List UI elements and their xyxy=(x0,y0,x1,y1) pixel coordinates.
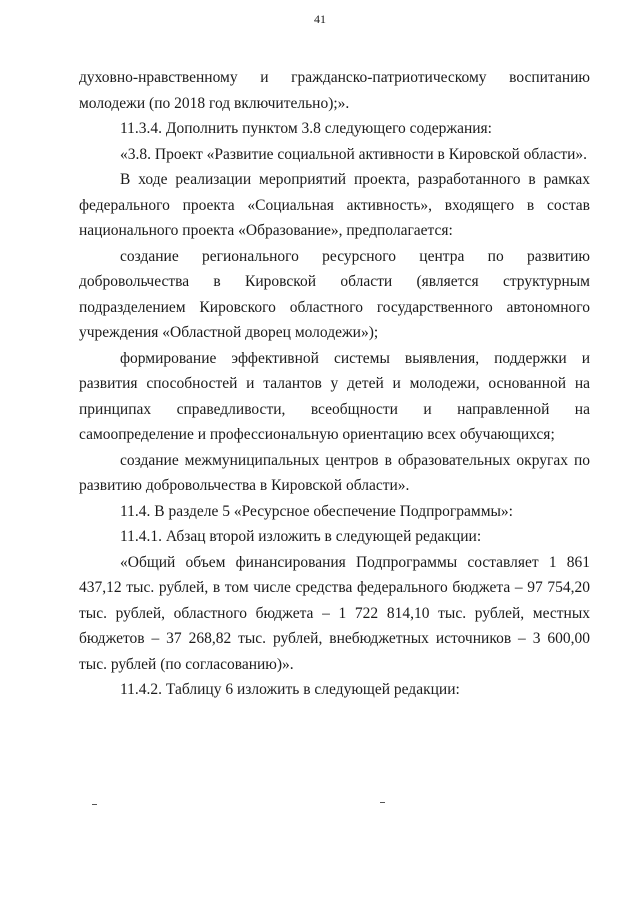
paragraph-project-description: В ходе реализации мероприятий проекта, разработанного в рамках федерального проекта «Социальная активность», входящего в состав национального проекта «Образование», предполагается: xyxy=(79,171,590,239)
list-item-intermunicipal-centers: создание межмуниципальных центров в образовательных округах по развитию добровольчества в Кировской области». xyxy=(79,451,590,494)
page-number: 41 xyxy=(314,12,326,26)
paragraph-financing: «Общий объем финансирования Подпрограммы составляет 1 861 437,12 тыс. рублей, в том числе средства федерального бюджета – 97 754,20 тыс. рублей, областного бюджета – 1 722 814,10 тыс. рублей, местных бюджетов – 37 268,82 тыс. рублей, внебюджетных источников – 3 600,00 тыс. рублей (по согласованию)». xyxy=(79,553,590,673)
paragraph-11-4-2: 11.4.2. Таблицу 6 изложить в следующей редакции: xyxy=(120,681,460,698)
paragraph-continuation: духовно-нравственному и гражданско-патриотическому воспитанию молодежи (по 2018 год включительно);». xyxy=(79,69,590,112)
scan-artifact-mark xyxy=(380,802,385,803)
paragraph-11-4-1: 11.4.1. Абзац второй изложить в следующей редакции: xyxy=(120,528,482,545)
paragraph-11-4: 11.4. В разделе 5 «Ресурсное обеспечение Подпрограммы»: xyxy=(120,502,513,520)
paragraph-11-3-4: 11.3.4. Дополнить пунктом 3.8 следующего содержания: xyxy=(120,120,492,137)
scan-artifact-mark xyxy=(92,804,97,805)
document-body xyxy=(79,65,590,703)
paragraph-project-3-8: «3.8. Проект «Развитие социальной активности в Кировской области». xyxy=(120,145,588,163)
list-item-resource-center: создание регионального ресурсного центра по развитию добровольчества в Кировской области (является структурным подразделением Кировского областного государственного автономного учреждения «Областной дворец молодежи»); xyxy=(79,247,590,341)
list-item-talent-system: формирование эффективной системы выявления, поддержки и развития способностей и талантов у детей и молодежи, основанной на принципах справедливости, всеобщности и направленной на самоопределение и профессиональную ориентацию всех обучающихся; xyxy=(79,349,590,443)
